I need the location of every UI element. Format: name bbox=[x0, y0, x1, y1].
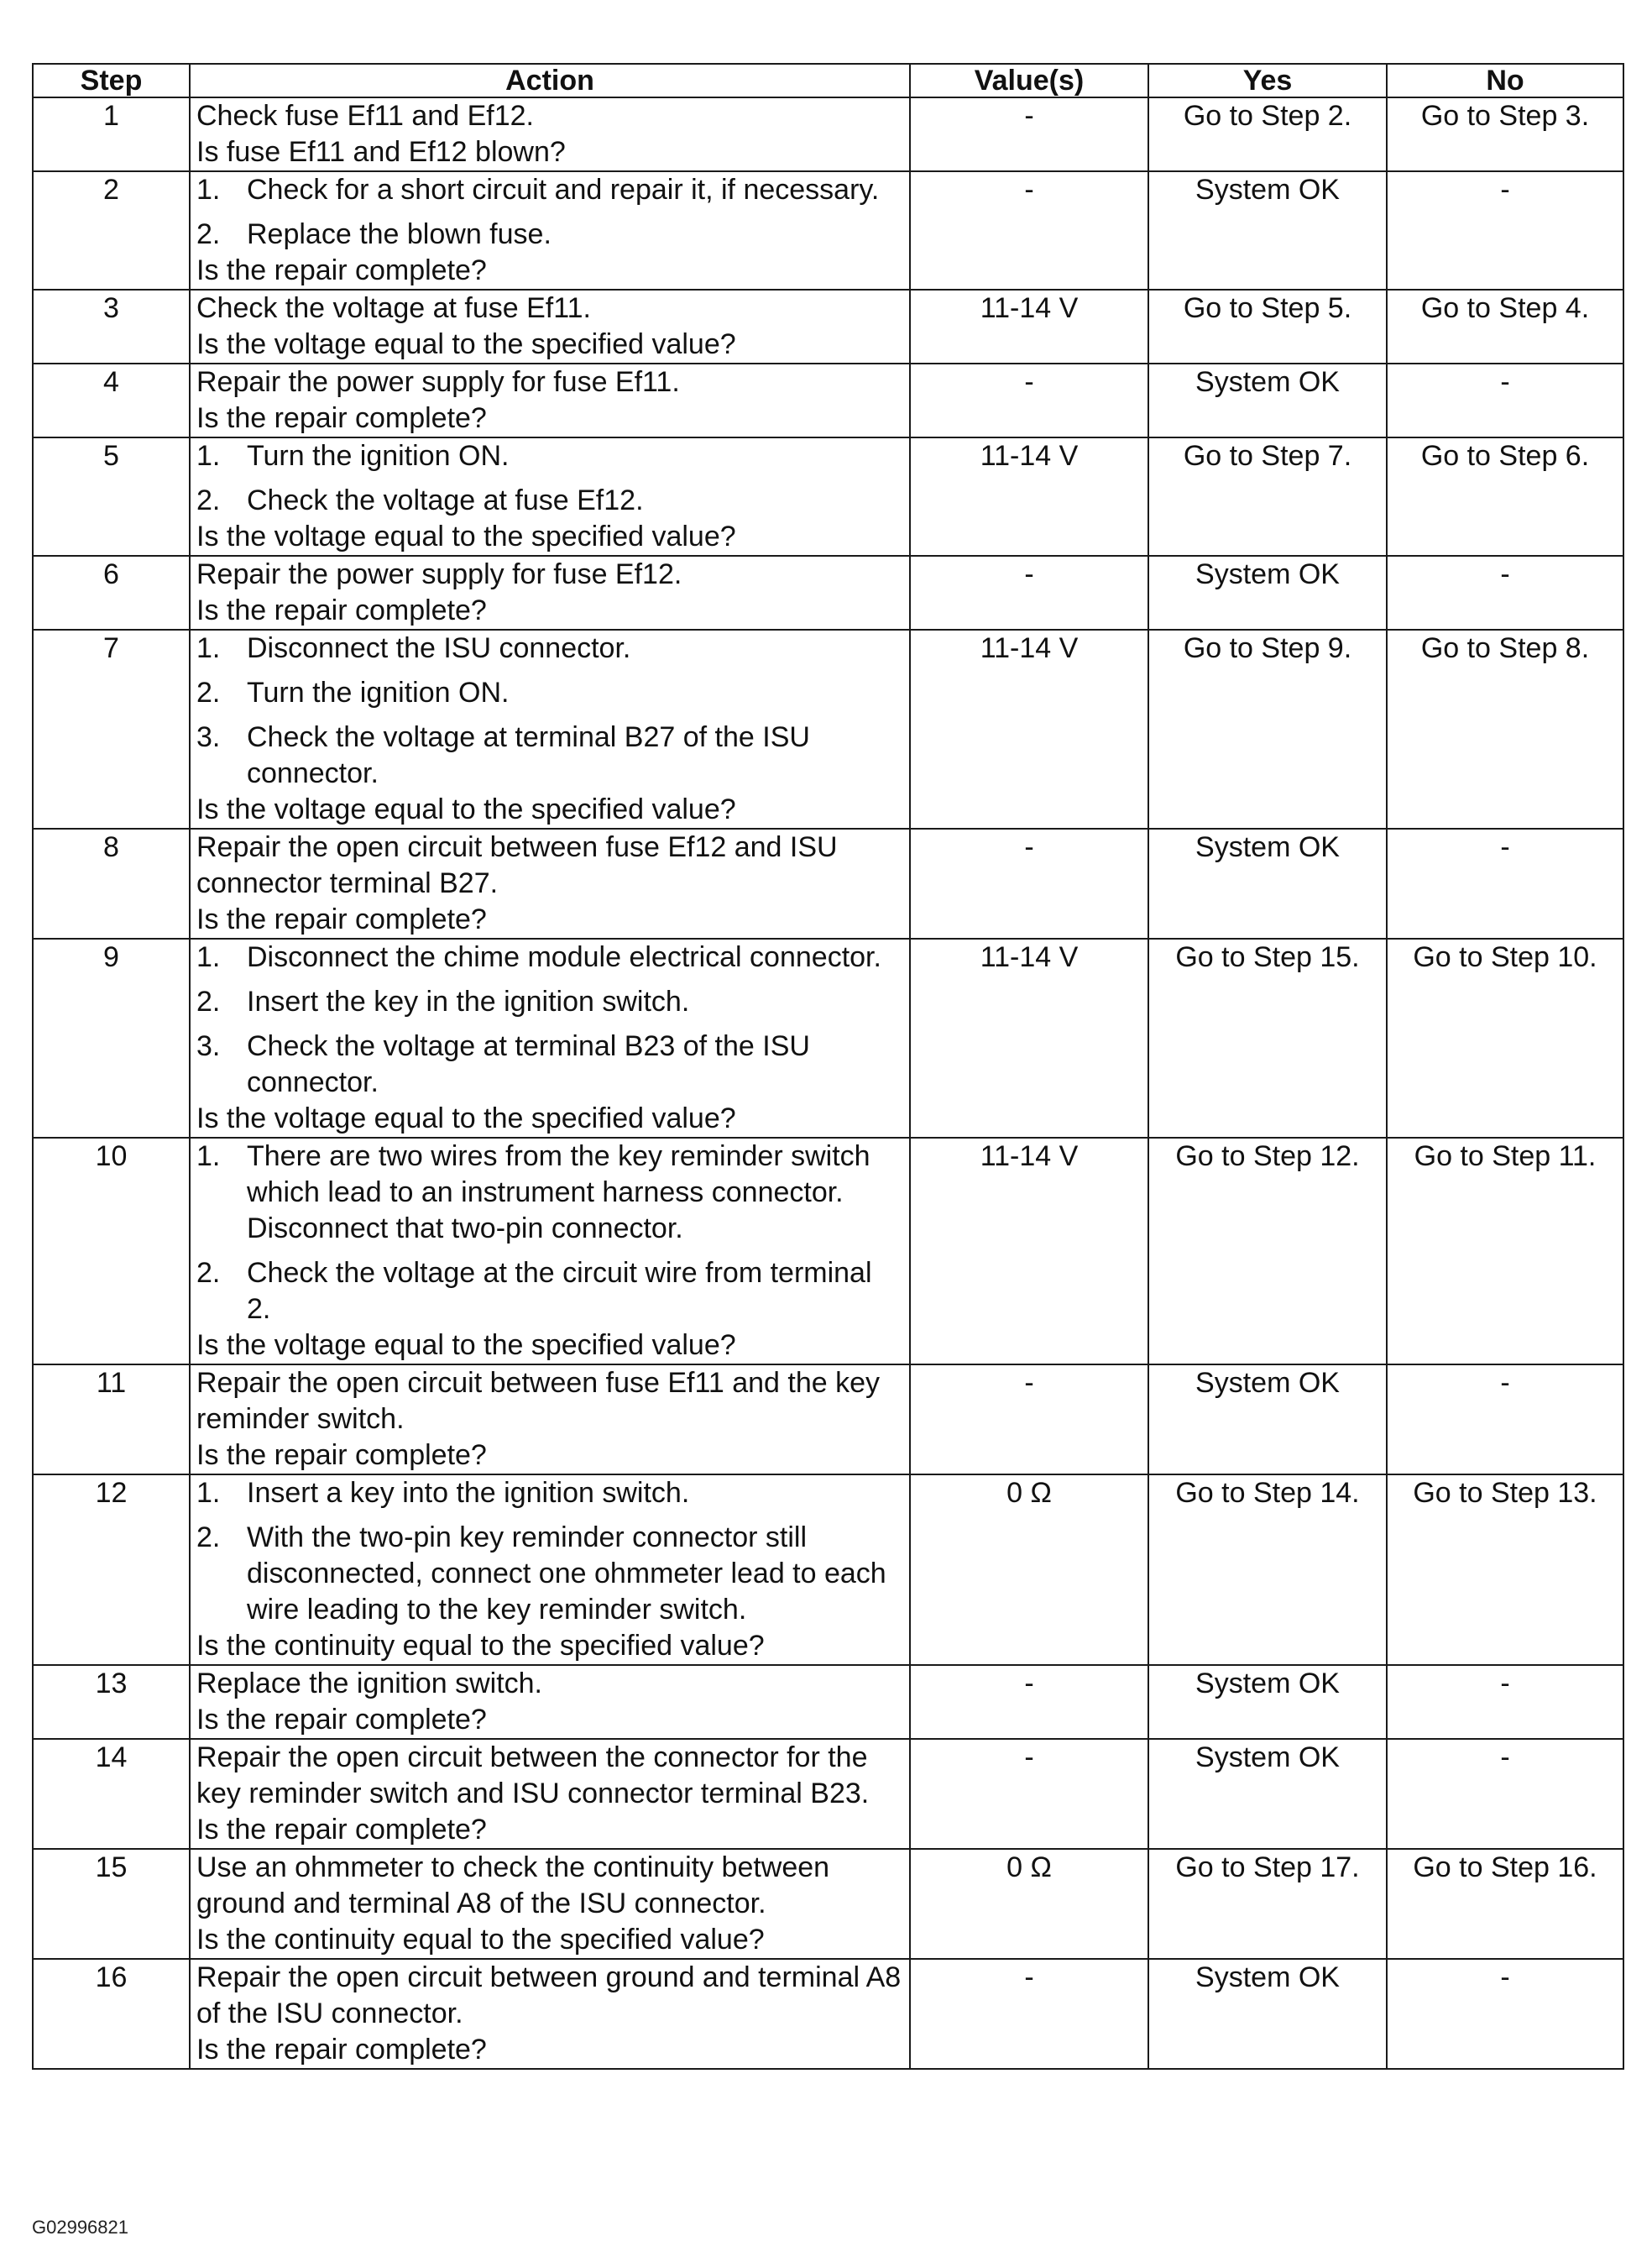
header-values: Value(s) bbox=[910, 64, 1148, 97]
action-text: Is the repair complete? bbox=[196, 2034, 487, 2066]
action-text: Repair the open circuit between fuse Ef11 and the key reminder switch. bbox=[196, 1367, 880, 1435]
action-list-item bbox=[196, 1139, 903, 1247]
no-cell: Go to Step 3. bbox=[1387, 97, 1623, 171]
action-text: Is the repair complete? bbox=[196, 1704, 487, 1736]
no-cell: - bbox=[1387, 1364, 1623, 1474]
yes-cell: Go to Step 2. bbox=[1148, 97, 1387, 171]
value-cell: - bbox=[910, 171, 1148, 290]
no-cell: - bbox=[1387, 364, 1623, 437]
action-text: Repair the open circuit between fuse Ef12 and ISU connector terminal B27. bbox=[196, 831, 838, 899]
action-list-item bbox=[196, 940, 903, 976]
list-item-text: Check the voltage at terminal B23 of the ISU connector. bbox=[247, 1030, 810, 1098]
table-row bbox=[33, 556, 1623, 630]
step-number: 7 bbox=[33, 630, 190, 829]
table-row bbox=[33, 1474, 1623, 1665]
list-item-text: Disconnect the chime module electrical connector. bbox=[247, 941, 881, 973]
yes-cell: Go to Step 12. bbox=[1148, 1138, 1387, 1364]
action-text: Repair the power supply for fuse Ef12. bbox=[196, 558, 682, 590]
diagnostic-table-container bbox=[32, 63, 1623, 2070]
action-list-item bbox=[196, 984, 903, 1020]
value-cell: 0 Ω bbox=[910, 1849, 1148, 1959]
action-cell bbox=[190, 829, 910, 939]
list-item-number: 1. bbox=[196, 174, 221, 206]
action-list-item bbox=[196, 1475, 903, 1511]
yes-cell: System OK bbox=[1148, 829, 1387, 939]
action-cell bbox=[190, 437, 910, 556]
action-cell bbox=[190, 364, 910, 437]
header-yes: Yes bbox=[1148, 64, 1387, 97]
action-list-item bbox=[196, 1029, 903, 1101]
list-item-text: Check the voltage at the circuit wire from terminal 2. bbox=[247, 1257, 872, 1325]
action-question: Is the voltage equal to the specified value? bbox=[196, 1329, 736, 1361]
action-text: Check the voltage at fuse Ef11. bbox=[196, 292, 591, 324]
action-text: Repair the power supply for fuse Ef11. bbox=[196, 366, 680, 398]
list-item-text: Insert the key in the ignition switch. bbox=[247, 986, 690, 1018]
diagnostic-table bbox=[32, 63, 1624, 2070]
no-cell: Go to Step 11. bbox=[1387, 1138, 1623, 1364]
step-number: 5 bbox=[33, 437, 190, 556]
action-cell bbox=[190, 1364, 910, 1474]
value-cell: - bbox=[910, 556, 1148, 630]
list-item-number: 2. bbox=[196, 218, 221, 250]
yes-cell: System OK bbox=[1148, 556, 1387, 630]
action-text: Is the repair complete? bbox=[196, 903, 487, 935]
step-number: 13 bbox=[33, 1665, 190, 1739]
no-cell: - bbox=[1387, 1959, 1623, 2069]
action-list-item bbox=[196, 217, 903, 253]
step-number: 4 bbox=[33, 364, 190, 437]
yes-cell: Go to Step 5. bbox=[1148, 290, 1387, 364]
step-number: 15 bbox=[33, 1849, 190, 1959]
list-item-text: There are two wires from the key reminder switch which lead to an instrument harness connector. Disconnect that two-pin connector. bbox=[247, 1140, 870, 1244]
action-cell bbox=[190, 1474, 910, 1665]
action-text: Replace the ignition switch. bbox=[196, 1668, 543, 1699]
list-item-number: 3. bbox=[196, 721, 221, 753]
no-cell: - bbox=[1387, 829, 1623, 939]
action-text: Repair the open circuit between the connector for the key reminder switch and ISU connector terminal B23. bbox=[196, 1741, 870, 1809]
table-row bbox=[33, 1138, 1623, 1364]
value-cell: - bbox=[910, 364, 1148, 437]
action-cell bbox=[190, 97, 910, 171]
list-item-number: 1. bbox=[196, 440, 221, 472]
list-item-text: With the two-pin key reminder connector still disconnected, connect one ohmmeter lead to each wire leading to the key reminder switch. bbox=[247, 1521, 886, 1626]
table-row bbox=[33, 171, 1623, 290]
list-item-text: Insert a key into the ignition switch. bbox=[247, 1477, 690, 1509]
no-cell: Go to Step 16. bbox=[1387, 1849, 1623, 1959]
action-cell bbox=[190, 1665, 910, 1739]
list-item-text: Turn the ignition ON. bbox=[247, 677, 510, 709]
list-item-number: 1. bbox=[196, 1140, 221, 1172]
header-no: No bbox=[1387, 64, 1623, 97]
action-text: Is the repair complete? bbox=[196, 1814, 487, 1846]
list-item-number: 1. bbox=[196, 1477, 221, 1509]
table-row bbox=[33, 939, 1623, 1138]
list-item-number: 2. bbox=[196, 484, 221, 516]
step-number: 1 bbox=[33, 97, 190, 171]
yes-cell: System OK bbox=[1148, 1959, 1387, 2069]
step-number: 16 bbox=[33, 1959, 190, 2069]
value-cell: 11-14 V bbox=[910, 1138, 1148, 1364]
value-cell: - bbox=[910, 1959, 1148, 2069]
action-text: Is the repair complete? bbox=[196, 402, 487, 434]
yes-cell: System OK bbox=[1148, 1739, 1387, 1849]
table-row bbox=[33, 829, 1623, 939]
yes-cell: System OK bbox=[1148, 364, 1387, 437]
step-number: 11 bbox=[33, 1364, 190, 1474]
no-cell: Go to Step 10. bbox=[1387, 939, 1623, 1138]
action-text: Is the repair complete? bbox=[196, 1439, 487, 1471]
step-number: 8 bbox=[33, 829, 190, 939]
table-row bbox=[33, 290, 1623, 364]
step-number: 2 bbox=[33, 171, 190, 290]
no-cell: Go to Step 4. bbox=[1387, 290, 1623, 364]
action-question: Is the continuity equal to the specified value? bbox=[196, 1630, 765, 1662]
value-cell: - bbox=[910, 97, 1148, 171]
action-list-item bbox=[196, 675, 903, 711]
no-cell: - bbox=[1387, 1739, 1623, 1849]
no-cell: - bbox=[1387, 556, 1623, 630]
yes-cell: System OK bbox=[1148, 171, 1387, 290]
table-row bbox=[33, 1364, 1623, 1474]
table-row bbox=[33, 1665, 1623, 1739]
action-question: Is the voltage equal to the specified value? bbox=[196, 1102, 736, 1134]
yes-cell: Go to Step 15. bbox=[1148, 939, 1387, 1138]
yes-cell: Go to Step 14. bbox=[1148, 1474, 1387, 1665]
table-body bbox=[33, 97, 1623, 2069]
action-cell bbox=[190, 1739, 910, 1849]
action-question: Is the voltage equal to the specified value? bbox=[196, 793, 736, 825]
action-cell bbox=[190, 1959, 910, 2069]
step-number: 14 bbox=[33, 1739, 190, 1849]
action-question: Is the repair complete? bbox=[196, 254, 487, 286]
figure-code: G02996821 bbox=[32, 2217, 128, 2238]
yes-cell: System OK bbox=[1148, 1364, 1387, 1474]
value-cell: - bbox=[910, 1665, 1148, 1739]
value-cell: 11-14 V bbox=[910, 437, 1148, 556]
no-cell: Go to Step 8. bbox=[1387, 630, 1623, 829]
action-cell bbox=[190, 290, 910, 364]
step-number: 9 bbox=[33, 939, 190, 1138]
action-text: Is fuse Ef11 and Ef12 blown? bbox=[196, 136, 566, 168]
action-cell bbox=[190, 1138, 910, 1364]
table-row bbox=[33, 364, 1623, 437]
value-cell: 11-14 V bbox=[910, 939, 1148, 1138]
value-cell: - bbox=[910, 829, 1148, 939]
action-text: Is the voltage equal to the specified value? bbox=[196, 328, 736, 360]
list-item-text: Replace the blown fuse. bbox=[247, 218, 552, 250]
list-item-text: Turn the ignition ON. bbox=[247, 440, 510, 472]
action-list-item bbox=[196, 483, 903, 519]
table-row bbox=[33, 437, 1623, 556]
list-item-text: Check for a short circuit and repair it, if necessary. bbox=[247, 174, 880, 206]
list-item-text: Disconnect the ISU connector. bbox=[247, 632, 631, 664]
header-step: Step bbox=[33, 64, 190, 97]
step-number: 3 bbox=[33, 290, 190, 364]
action-cell bbox=[190, 630, 910, 829]
list-item-number: 2. bbox=[196, 986, 221, 1018]
list-item-text: Check the voltage at fuse Ef12. bbox=[247, 484, 644, 516]
action-text: Check fuse Ef11 and Ef12. bbox=[196, 100, 534, 132]
action-list-item bbox=[196, 172, 903, 208]
yes-cell: Go to Step 7. bbox=[1148, 437, 1387, 556]
list-item-text: Check the voltage at terminal B27 of the ISU connector. bbox=[247, 721, 810, 789]
list-item-number: 3. bbox=[196, 1030, 221, 1062]
yes-cell: System OK bbox=[1148, 1665, 1387, 1739]
no-cell: Go to Step 13. bbox=[1387, 1474, 1623, 1665]
action-question: Is the voltage equal to the specified value? bbox=[196, 521, 736, 552]
list-item-number: 2. bbox=[196, 1521, 221, 1553]
value-cell: 0 Ω bbox=[910, 1474, 1148, 1665]
action-cell bbox=[190, 1849, 910, 1959]
action-text: Is the continuity equal to the specified value? bbox=[196, 1924, 765, 1956]
no-cell: - bbox=[1387, 1665, 1623, 1739]
action-text: Repair the open circuit between ground and terminal A8 of the ISU connector. bbox=[196, 1961, 902, 2029]
table-row bbox=[33, 1739, 1623, 1849]
action-cell bbox=[190, 556, 910, 630]
yes-cell: Go to Step 9. bbox=[1148, 630, 1387, 829]
list-item-number: 1. bbox=[196, 941, 221, 973]
table-row bbox=[33, 1849, 1623, 1959]
value-cell: - bbox=[910, 1364, 1148, 1474]
action-list-item bbox=[196, 720, 903, 792]
no-cell: - bbox=[1387, 171, 1623, 290]
table-row bbox=[33, 630, 1623, 829]
step-number: 6 bbox=[33, 556, 190, 630]
action-list-item bbox=[196, 1255, 903, 1327]
value-cell: - bbox=[910, 1739, 1148, 1849]
step-number: 12 bbox=[33, 1474, 190, 1665]
table-row bbox=[33, 1959, 1623, 2069]
action-cell bbox=[190, 939, 910, 1138]
table-row bbox=[33, 97, 1623, 171]
list-item-number: 2. bbox=[196, 677, 221, 709]
value-cell: 11-14 V bbox=[910, 630, 1148, 829]
header-action: Action bbox=[190, 64, 910, 97]
list-item-number: 2. bbox=[196, 1257, 221, 1289]
action-cell bbox=[190, 171, 910, 290]
step-number: 10 bbox=[33, 1138, 190, 1364]
action-list-item bbox=[196, 438, 903, 474]
action-text: Use an ohmmeter to check the continuity between ground and terminal A8 of the ISU connector. bbox=[196, 1851, 830, 1919]
action-text: Is the repair complete? bbox=[196, 594, 487, 626]
list-item-number: 1. bbox=[196, 632, 221, 664]
action-list-item bbox=[196, 631, 903, 667]
action-list-item bbox=[196, 1520, 903, 1628]
no-cell: Go to Step 6. bbox=[1387, 437, 1623, 556]
yes-cell: Go to Step 17. bbox=[1148, 1849, 1387, 1959]
value-cell: 11-14 V bbox=[910, 290, 1148, 364]
table-header-row bbox=[33, 64, 1623, 97]
